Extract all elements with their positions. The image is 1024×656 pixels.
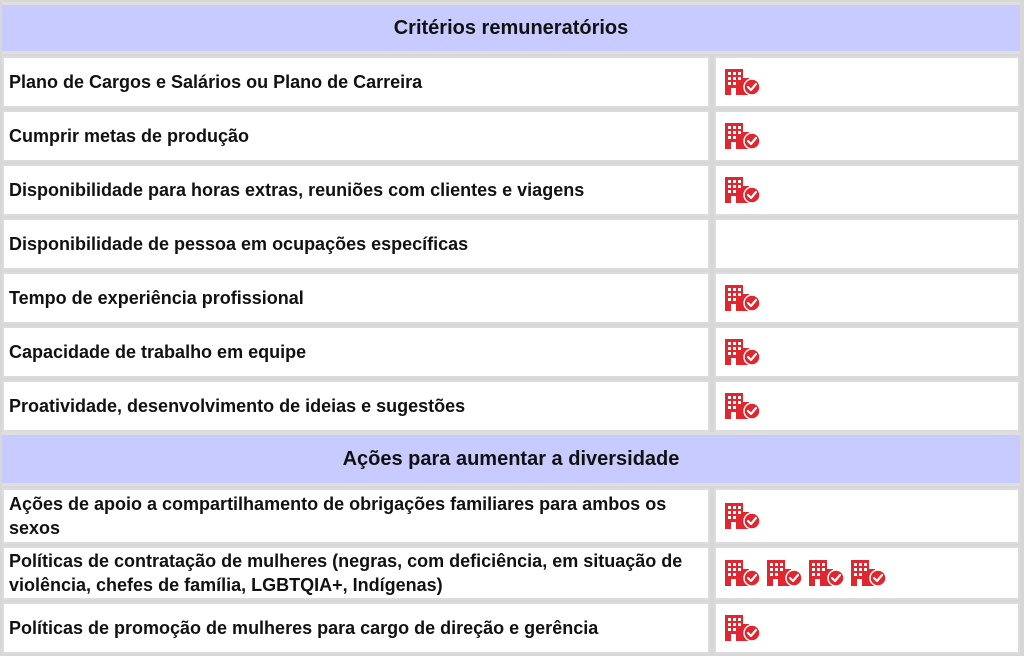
table-row xyxy=(2,56,1020,108)
building-check-icon xyxy=(850,559,888,587)
row-label: Políticas de contratação de mulheres (negras, com deficiência, em situação de violência, chefes de família, LGBTQIA+, Indígenas) xyxy=(2,546,710,600)
table-row xyxy=(2,326,1020,378)
table-row xyxy=(2,602,1020,654)
row-icons xyxy=(714,110,1020,162)
row-label: Disponibilidade de pessoa em ocupações específicas xyxy=(2,218,710,270)
row-label: Capacidade de trabalho em equipe xyxy=(2,326,710,378)
building-check-icon xyxy=(724,392,762,420)
row-icons xyxy=(714,602,1020,654)
section-title: Ações para aumentar a diversidade xyxy=(342,447,680,470)
row-label: Políticas de promoção de mulheres para cargo de direção e gerência xyxy=(2,602,710,654)
row-label: Disponibilidade para horas extras, reuniões com clientes e viagens xyxy=(2,164,710,216)
building-check-icon xyxy=(724,122,762,150)
row-icons xyxy=(714,272,1020,324)
building-check-icon xyxy=(766,559,804,587)
building-check-icon xyxy=(724,176,762,204)
table-row xyxy=(2,218,1020,270)
table-row xyxy=(2,488,1020,544)
section-header xyxy=(2,432,1020,486)
building-check-icon xyxy=(724,338,762,366)
row-icons xyxy=(714,164,1020,216)
row-label: Ações de apoio a compartilhamento de obrigações familiares para ambos os sexos xyxy=(2,488,710,544)
building-check-icon xyxy=(808,559,846,587)
table-row xyxy=(2,546,1020,600)
row-icons xyxy=(714,218,1020,270)
row-label: Plano de Cargos e Salários ou Plano de Carreira xyxy=(2,56,710,108)
table-row xyxy=(2,164,1020,216)
table-row xyxy=(2,380,1020,432)
row-label: Tempo de experiência profissional xyxy=(2,272,710,324)
building-check-icon xyxy=(724,502,762,530)
row-icons xyxy=(714,326,1020,378)
row-icons xyxy=(714,56,1020,108)
table-row xyxy=(2,272,1020,324)
row-label: Cumprir metas de produção xyxy=(2,110,710,162)
row-icons xyxy=(714,488,1020,544)
building-check-icon xyxy=(724,559,762,587)
row-icons xyxy=(714,546,1020,600)
section-header xyxy=(2,2,1020,54)
section-title: Critérios remuneratórios xyxy=(393,16,629,39)
building-check-icon xyxy=(724,68,762,96)
building-check-icon xyxy=(724,284,762,312)
row-icons xyxy=(714,380,1020,432)
row-label: Proatividade, desenvolvimento de ideias e sugestões xyxy=(2,380,710,432)
table-row xyxy=(2,110,1020,162)
building-check-icon xyxy=(724,614,762,642)
